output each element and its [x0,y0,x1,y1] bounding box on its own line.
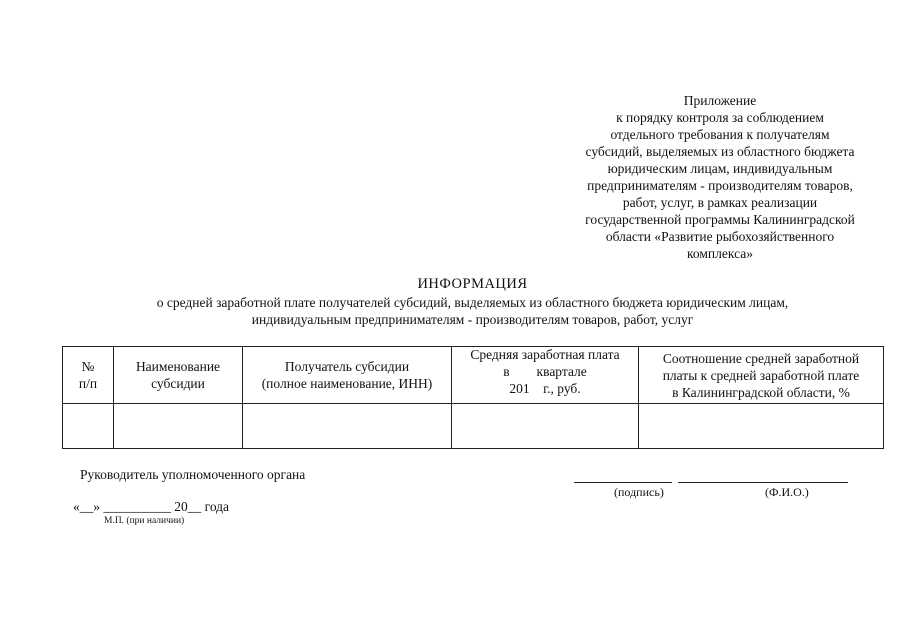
table-cell[interactable] [114,404,243,449]
header-subsidy-name [114,347,243,404]
table-cell[interactable] [243,404,452,449]
header-text: Соотношение средней заработной [662,350,860,366]
header-average-salary [452,347,639,404]
header-text: субсидии [151,376,205,391]
header-text: № [81,359,95,374]
date-line: «__» __________ 20__ года [73,499,230,514]
document-title: ИНФОРМАЦИЯ [417,276,528,292]
header-text: Наименование [135,359,221,374]
header-text: платы к средней заработной плате [662,367,860,383]
header-text: п/п [78,376,98,391]
table-cell[interactable] [639,404,884,449]
header-recipient [243,347,452,404]
signature-caption: (подпись) [614,485,664,499]
full-name-caption: (Ф.И.О.) [765,485,809,499]
header-salary-ratio [639,347,884,404]
table-cell[interactable] [452,404,639,449]
info-table [62,346,884,449]
appendix-line: предпринимателям - производителям товаров, [587,178,853,193]
header-number [63,347,114,404]
appendix-line: отдельного требования к получателям [610,127,830,142]
stamp-note: М.П. (при наличии) [104,516,185,526]
head-of-authority-label: Руководитель уполномоченного органа [80,467,306,482]
header-text: в Калининградской области, % [672,384,850,400]
signature-line [574,482,672,483]
header-text: Средняя заработная плата [470,346,620,362]
header-text: Получатель субсидии [284,359,410,374]
subtitle-line-2: индивидуальным предпринимателям - производителям товаров, работ, услуг [251,312,694,327]
header-text: в квартале [503,363,587,379]
appendix-line: Приложение [683,93,757,108]
document-subtitle [0,294,905,328]
table-header-row [63,347,884,404]
appendix-line: юридическим лицам, индивидуальным [607,161,833,176]
header-text: (полное наименование, ИНН) [261,376,433,391]
table-row [63,404,884,449]
appendix-line: комплекса» [687,246,753,261]
appendix-line: государственной программы Калининградской [585,212,855,227]
appendix-block [560,92,880,262]
appendix-line: к порядку контроля за соблюдением [616,110,824,125]
subtitle-line-1: о средней заработной плате получателей субсидий, выделяемых из областного бюджета юридическим лицам, [156,295,789,310]
appendix-line: области «Развитие рыбохозяйственного [605,229,835,244]
table-cell[interactable] [63,404,114,449]
appendix-line: субсидий, выделяемых из областного бюджета [585,144,855,159]
appendix-line: работ, услуг, в рамках реализации [622,195,818,210]
header-text: 201 г., руб. [509,380,581,396]
full-name-line [678,482,848,483]
